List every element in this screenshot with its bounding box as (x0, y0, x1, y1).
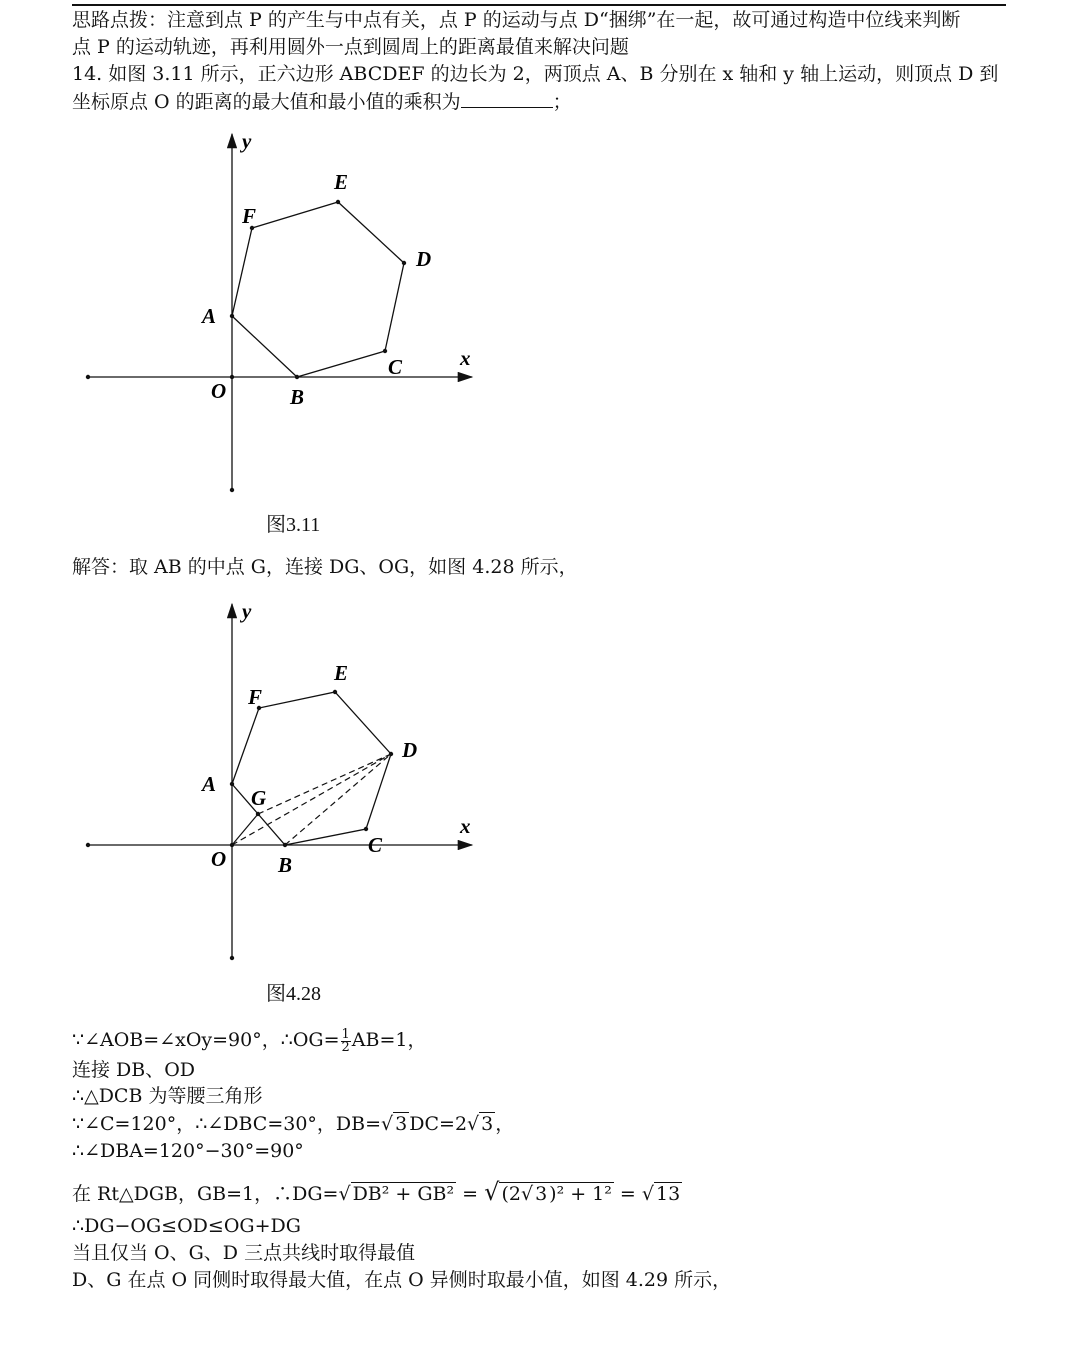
step-7: ∴DG−OG≤OD≤OG+DG (72, 1215, 301, 1237)
problem-end: ； (552, 91, 572, 113)
problem-line-2 (72, 89, 572, 114)
label-c: C (388, 355, 403, 379)
figure-3-11 (60, 128, 500, 500)
sqrt-3-b: 3 (481, 1113, 494, 1135)
step-4-text-b: DC=2 (409, 1113, 468, 1135)
label-b: B (278, 853, 293, 877)
step-8: 当且仅当 O、G、D 三点共线时取得最值 (72, 1242, 416, 1264)
equals-1: = (456, 1183, 485, 1205)
label-c: C (368, 833, 383, 857)
sqrt-expr-c: )² + 1² (549, 1183, 612, 1205)
segment-gd (258, 754, 391, 814)
caption-3-11: 图3.11 (266, 514, 321, 536)
label-d: D (416, 247, 432, 271)
label-o: O (211, 379, 227, 403)
sqrt-13: 13 (656, 1183, 681, 1205)
top-rule (72, 4, 1006, 6)
sqrt-3-a: 3 (395, 1113, 408, 1135)
label-y: y (242, 599, 252, 623)
step-1-text-b: AB=1， (351, 1029, 427, 1051)
hexagon-abcdef (232, 202, 404, 377)
hint-line-2: 点 P 的运动轨迹，再利用圆外一点到圆周上的距离最值来解决问题 (72, 36, 629, 58)
step-3: ∴△DCB 为等腰三角形 (72, 1085, 263, 1107)
step-9: D、G 在点 O 同侧时取得最大值，在点 O 异侧时取最小值，如图 4.29 所示， (72, 1269, 732, 1291)
equals-2: = (613, 1183, 642, 1205)
label-b: B (290, 385, 305, 409)
label-a: A (202, 304, 217, 328)
sqrt-db-gb: DB² + GB² (352, 1183, 455, 1205)
label-x: x (460, 346, 471, 370)
label-f: F (242, 204, 257, 228)
label-f: F (248, 685, 263, 709)
figure-4-28 (60, 598, 500, 970)
label-e: E (334, 661, 349, 685)
sqrt-expr-a: (2 (501, 1183, 521, 1205)
step-6: 在 Rt△DGB，GB=1，∴DG=√ DB² + GB² = √ (2√ 3 )² + 1² = √ 13 (72, 1178, 681, 1206)
step-4: ∵∠C=120°，∴∠DBC=30°，DB=√ 3 DC=2√ 3 ， (72, 1113, 515, 1135)
step-5: ∴∠DBA=120°−30°=90° (72, 1140, 304, 1162)
step-2: 连接 DB、OD (72, 1059, 196, 1081)
answer-blank (461, 89, 553, 108)
sqrt-expr-inner: 3 (535, 1183, 548, 1205)
hint-line-1: 思路点拨：注意到点 P 的产生与中点有关，点 P 的运动与点 D“捆绑”在一起，故可通过构造中位线来判断 (72, 9, 961, 31)
caption-4-28: 图4.28 (266, 983, 321, 1005)
label-y: y (242, 129, 252, 153)
label-e: E (334, 170, 349, 194)
label-g: G (251, 786, 267, 810)
step-1-text-a: ∵∠AOB=∠xOy=90°，∴OG= (72, 1029, 340, 1051)
label-d: D (402, 738, 418, 762)
fraction-denominator: 2 (341, 1039, 350, 1055)
problem-line-1: 14. 如图 3.11 所示，正六边形 ABCDEF 的边长为 2，两顶点 A、B 分别在 x 轴和 y 轴上运动，则顶点 D 到 (72, 63, 999, 85)
label-x: x (460, 814, 471, 838)
label-o: O (211, 847, 227, 871)
step-4-text-a: ∵∠C=120°，∴∠DBC=30°，DB= (72, 1113, 382, 1135)
step-1 (72, 1028, 426, 1054)
solution-intro: 解答：取 AB 的中点 G，连接 DG、OG，如图 4.28 所示， (72, 556, 578, 578)
fraction-numerator: 1 (341, 1026, 350, 1042)
step-6-text-a: 在 Rt△DGB，GB=1，∴DG= (72, 1183, 339, 1205)
fraction-half (341, 1026, 351, 1055)
label-a: A (202, 772, 217, 796)
segment-bd (285, 754, 391, 845)
problem-text: 坐标原点 O 的距离的最大值和最小值的乘积为 (72, 91, 461, 113)
step-4-text-c: ， (495, 1113, 515, 1135)
segment-og (232, 814, 258, 845)
